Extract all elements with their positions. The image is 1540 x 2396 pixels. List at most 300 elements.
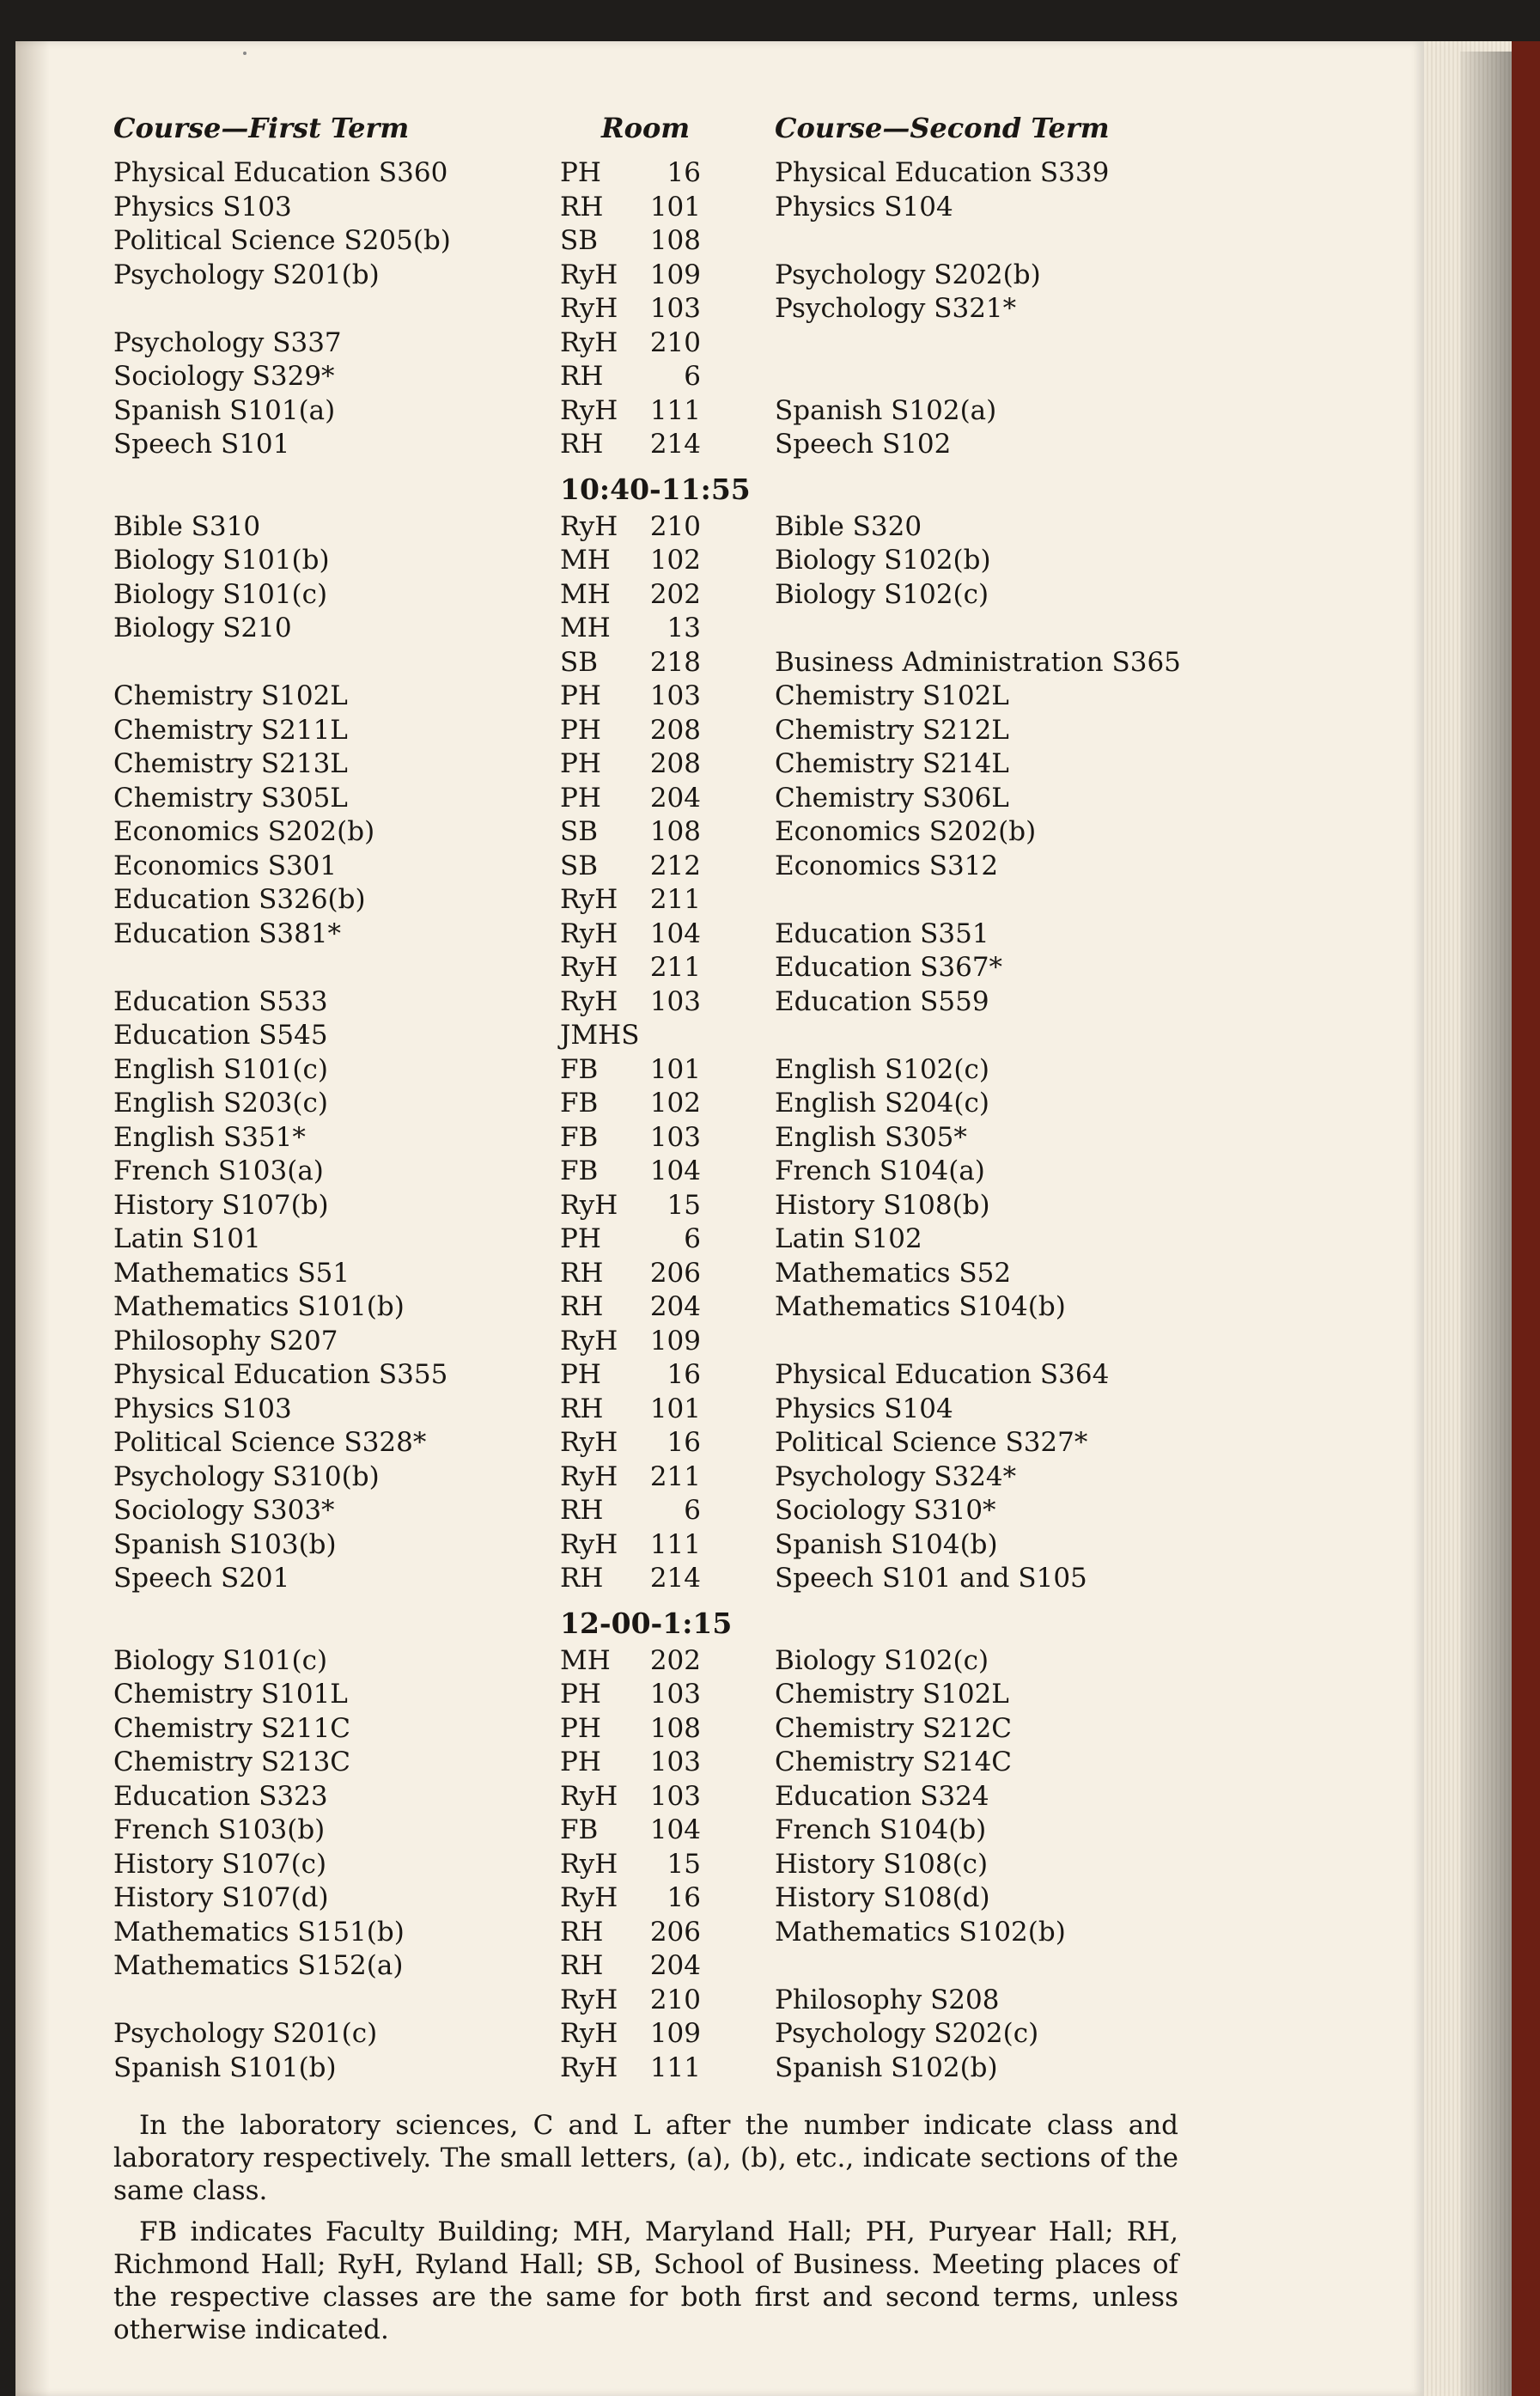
course-first-term: English S351* (113, 1121, 306, 1153)
room-building: RyH (560, 1325, 618, 1357)
room-cell (560, 156, 732, 191)
course-second-term: Bible S320 (775, 510, 922, 542)
room-cell (560, 612, 732, 646)
course-second-term: Physics S104 (775, 1393, 953, 1424)
table-row (113, 1121, 1178, 1155)
room-cell (560, 680, 732, 714)
course-second-term: English S102(c) (775, 1053, 989, 1085)
course-second-term: Business Administration S365 (775, 646, 1181, 678)
room-cell (560, 1222, 732, 1257)
course-second-term: French S104(a) (775, 1155, 985, 1186)
course-first-term: Spanish S101(b) (113, 2052, 337, 2083)
room-building: RyH (560, 510, 618, 542)
room-building: RyH (560, 884, 618, 915)
room-cell (560, 1426, 732, 1460)
room-cell (560, 1881, 732, 1916)
room-building: SB (560, 850, 599, 881)
course-second-term: Mathematics S102(b) (775, 1916, 1066, 1948)
room-building: FB (560, 1053, 599, 1085)
course-first-term: Chemistry S213L (113, 748, 348, 779)
room-cell (560, 1257, 732, 1291)
table-row (113, 1814, 1178, 1848)
course-first-term: Chemistry S102L (113, 680, 348, 711)
table-row (113, 1222, 1178, 1257)
room-number: 16 (667, 157, 701, 188)
room-cell (560, 326, 732, 361)
room-cell (560, 1087, 732, 1121)
room-number: 111 (649, 394, 701, 426)
table-row (113, 1984, 1178, 2018)
room-cell (560, 1528, 732, 1563)
room-cell (560, 985, 732, 1020)
course-second-term: Physical Education S364 (775, 1359, 1110, 1390)
room-number: 109 (649, 2018, 701, 2049)
table-row (113, 918, 1178, 952)
room-cell (560, 782, 732, 816)
book-cover-edge (1512, 41, 1540, 2396)
table-row (113, 1426, 1178, 1460)
course-first-term: Political Science S205(b) (113, 225, 451, 256)
course-second-term: Mathematics S52 (775, 1257, 1012, 1289)
room-cell (560, 1780, 732, 1814)
course-second-term: Biology S102(c) (775, 1644, 989, 1676)
room-number: 211 (649, 884, 701, 915)
room-cell (560, 259, 732, 293)
room-number: 101 (649, 1393, 701, 1424)
course-second-term: History S108(b) (775, 1189, 990, 1221)
table-row (113, 985, 1178, 1020)
table-row (113, 815, 1178, 850)
course-first-term: Physics S103 (113, 191, 292, 223)
table-row (113, 1949, 1178, 1984)
room-cell (560, 2052, 732, 2086)
room-cell (560, 918, 732, 952)
table-row (113, 782, 1178, 816)
room-number: 16 (667, 1882, 701, 1913)
table-row (113, 1290, 1178, 1325)
table-row (113, 2017, 1178, 2052)
room-building: PH (560, 1747, 601, 1777)
room-building: RyH (560, 2052, 618, 2083)
table-row (113, 1087, 1178, 1121)
room-cell (560, 1848, 732, 1882)
room-building: RH (560, 1950, 604, 1981)
course-second-term: Chemistry S306L (775, 782, 1009, 814)
room-cell (560, 544, 732, 578)
course-first-term: Education S381* (113, 918, 342, 949)
time-slot-heading: 12-00-1:15 (560, 1606, 733, 1640)
table-row (113, 1881, 1178, 1916)
room-cell (560, 360, 732, 394)
room-building: RyH (560, 394, 618, 426)
table-row (113, 156, 1178, 191)
course-second-term: Latin S102 (775, 1223, 922, 1254)
course-second-term: Speech S101 and S105 (775, 1563, 1087, 1594)
header-first-term: Course—First Term (113, 112, 410, 144)
table-row (113, 191, 1178, 225)
course-first-term: Philosophy S207 (113, 1325, 338, 1357)
room-building: RyH (560, 918, 618, 949)
course-second-term: Chemistry S212C (775, 1712, 1013, 1744)
room-number: 104 (649, 918, 701, 949)
schedule-table (113, 112, 1181, 2085)
room-number: 218 (649, 646, 701, 678)
course-first-term: Chemistry S101L (113, 1679, 348, 1710)
room-number: 103 (649, 1679, 701, 1710)
table-row (113, 850, 1178, 884)
room-number: 214 (649, 1563, 701, 1594)
course-first-term: History S107(b) (113, 1189, 329, 1221)
room-building: MH (560, 1644, 611, 1676)
room-building: FB (560, 1814, 599, 1845)
table-row (113, 680, 1178, 714)
course-first-term: Physical Education S360 (113, 157, 448, 188)
course-first-term: Biology S101(c) (113, 1644, 328, 1676)
room-cell (560, 1949, 732, 1984)
footnotes (113, 2109, 1178, 2355)
course-first-term: Chemistry S211C (113, 1712, 351, 1744)
room-building: SB (560, 646, 599, 678)
course-first-term: Physics S103 (113, 1393, 292, 1424)
room-building: RyH (560, 1984, 618, 2015)
course-first-term: Chemistry S211L (113, 714, 348, 746)
course-first-term: Political Science S328* (113, 1427, 427, 1458)
table-row (113, 1257, 1178, 1291)
table-row (113, 1053, 1178, 1088)
room-building: RyH (560, 985, 618, 1017)
room-building: RH (560, 1291, 604, 1322)
course-first-term: History S107(c) (113, 1848, 327, 1880)
course-first-term: History S107(d) (113, 1882, 329, 1913)
table-row (113, 1780, 1178, 1814)
course-first-term: Biology S101(c) (113, 578, 328, 610)
room-number: 16 (667, 1359, 701, 1390)
table-row (113, 1562, 1178, 1596)
course-second-term: History S108(d) (775, 1882, 990, 1913)
course-second-term: Chemistry S214C (775, 1747, 1013, 1777)
room-number: 208 (649, 714, 701, 746)
room-number: 103 (649, 1747, 701, 1777)
room-cell (560, 646, 732, 680)
room-building: RyH (560, 2018, 618, 2049)
course-first-term: Latin S101 (113, 1223, 261, 1254)
time-slot-heading: 10:40-11:55 (560, 472, 751, 506)
room-cell (560, 1155, 732, 1189)
course-second-term: Psychology S324* (775, 1460, 1017, 1492)
room-building: FB (560, 1088, 599, 1119)
table-row (113, 578, 1178, 613)
table-row (113, 1494, 1178, 1528)
course-second-term: Spanish S102(b) (775, 2052, 998, 2083)
room-number: 108 (649, 225, 701, 256)
table-row (113, 1189, 1178, 1223)
room-building: RyH (560, 952, 618, 983)
room-building: JMHS (560, 1020, 640, 1051)
room-number: 204 (649, 782, 701, 814)
table-row (113, 2052, 1178, 2086)
course-second-term: Political Science S327* (775, 1427, 1088, 1458)
room-building: RH (560, 361, 604, 392)
room-number: 102 (649, 545, 701, 576)
course-second-term: Mathematics S104(b) (775, 1291, 1066, 1322)
table-row (113, 224, 1178, 259)
room-number: 206 (649, 1257, 701, 1289)
course-second-term: Physics S104 (775, 191, 953, 223)
room-cell (560, 1019, 732, 1053)
course-first-term: Psychology S337 (113, 326, 342, 358)
room-cell (560, 1916, 732, 1950)
room-number: 204 (649, 1950, 701, 1981)
room-building: PH (560, 748, 601, 779)
room-cell (560, 1393, 732, 1427)
room-cell (560, 578, 732, 613)
table-row (113, 1916, 1178, 1950)
room-number: 109 (649, 1325, 701, 1357)
room-building: FB (560, 1121, 599, 1153)
course-first-term: Education S533 (113, 985, 328, 1017)
room-cell (560, 714, 732, 748)
room-cell (560, 1712, 732, 1747)
room-cell (560, 1814, 732, 1848)
course-first-term: Education S545 (113, 1020, 328, 1051)
room-building: RH (560, 429, 604, 460)
table-row (113, 714, 1178, 748)
schedule-section-2 (113, 510, 1181, 1596)
course-second-term: Chemistry S102L (775, 1679, 1009, 1710)
room-building: RH (560, 1257, 604, 1289)
room-number: 210 (649, 326, 701, 358)
room-number: 109 (649, 259, 701, 290)
room-building: RyH (560, 1460, 618, 1492)
course-second-term: English S305* (775, 1121, 967, 1153)
course-first-term: Mathematics S151(b) (113, 1916, 405, 1948)
course-first-term: Spanish S103(b) (113, 1528, 337, 1560)
room-cell (560, 1358, 732, 1393)
room-cell (560, 1678, 732, 1712)
room-building: RH (560, 1563, 604, 1594)
room-number: 111 (649, 2052, 701, 2083)
course-second-term: Psychology S202(b) (775, 259, 1041, 290)
course-first-term: Spanish S101(a) (113, 394, 336, 426)
room-building: RyH (560, 1528, 618, 1560)
room-number: 6 (684, 1495, 701, 1526)
course-first-term: Economics S202(b) (113, 816, 375, 847)
schedule-section-1 (113, 156, 1178, 462)
room-cell (560, 883, 732, 918)
room-number: 211 (649, 1460, 701, 1492)
room-cell (560, 1494, 732, 1528)
course-second-term: Biology S102(b) (775, 545, 991, 576)
room-cell (560, 510, 732, 545)
course-second-term: English S204(c) (775, 1088, 989, 1119)
room-number: 15 (667, 1848, 701, 1880)
course-first-term: Psychology S201(c) (113, 2018, 378, 2049)
table-row (113, 883, 1178, 918)
course-first-term: Mathematics S152(a) (113, 1950, 404, 1981)
course-second-term: Psychology S321* (775, 293, 1017, 324)
room-cell (560, 1325, 732, 1359)
room-number: 104 (649, 1155, 701, 1186)
course-first-term: Bible S310 (113, 510, 261, 542)
room-cell (560, 428, 732, 462)
course-first-term: Biology S101(b) (113, 545, 330, 576)
course-first-term: Sociology S303* (113, 1495, 335, 1526)
table-row (113, 1848, 1178, 1882)
room-cell (560, 747, 732, 782)
note-lab-sciences: In the laboratory sciences, C and L after the number indicate class and laboratory respectively. The small letters, (a), (b), etc., indicate sections of the same class. (113, 2110, 1178, 2206)
room-cell (560, 191, 732, 225)
room-number: 104 (649, 1814, 701, 1845)
room-building: RH (560, 1495, 604, 1526)
room-number: 103 (649, 1121, 701, 1153)
paper-speck (243, 52, 247, 55)
room-number: 202 (649, 1644, 701, 1676)
room-cell (560, 1984, 732, 2018)
course-first-term: French S103(a) (113, 1155, 324, 1186)
room-building: SB (560, 225, 599, 256)
header-room: Room (601, 112, 691, 144)
course-first-term: Mathematics S51 (113, 1257, 350, 1289)
table-row (113, 360, 1178, 394)
table-row (113, 1358, 1178, 1393)
table-row (113, 1678, 1178, 1712)
course-first-term: Chemistry S213C (113, 1747, 351, 1777)
room-number: 211 (649, 952, 701, 983)
room-building: MH (560, 578, 611, 610)
table-row (113, 1325, 1178, 1359)
course-second-term: French S104(b) (775, 1814, 987, 1845)
table-header (113, 112, 1178, 156)
table-row (113, 1019, 1178, 1053)
course-second-term: Sociology S310* (775, 1495, 996, 1526)
table-row (113, 1528, 1178, 1563)
course-second-term: History S108(c) (775, 1848, 989, 1880)
table-row (113, 326, 1178, 361)
course-first-term: Physical Education S355 (113, 1359, 448, 1390)
room-building: PH (560, 157, 601, 188)
room-cell (560, 1562, 732, 1596)
course-second-term: Chemistry S214L (775, 748, 1009, 779)
page-stack-shadow (1460, 52, 1512, 2396)
room-building: SB (560, 816, 599, 847)
course-second-term: Chemistry S212L (775, 714, 1009, 746)
course-first-term: Biology S210 (113, 613, 292, 643)
room-building: RH (560, 191, 604, 223)
room-building: RyH (560, 1882, 618, 1913)
room-building: FB (560, 1155, 599, 1186)
course-first-term: Economics S301 (113, 850, 338, 881)
room-number: 202 (649, 578, 701, 610)
room-cell (560, 2017, 732, 2052)
room-cell (560, 1746, 732, 1780)
table-row (113, 646, 1181, 680)
course-second-term: Education S559 (775, 985, 989, 1017)
room-number: 206 (649, 1916, 701, 1948)
course-second-term: Economics S312 (775, 850, 999, 881)
table-row (113, 612, 1178, 646)
gutter-shadow (15, 41, 50, 2396)
room-building: PH (560, 1223, 601, 1254)
room-cell (560, 1053, 732, 1088)
room-number: 16 (667, 1427, 701, 1458)
room-number: 214 (649, 429, 701, 460)
room-number: 101 (649, 191, 701, 223)
course-second-term: Chemistry S102L (775, 680, 1009, 711)
room-cell (560, 1290, 732, 1325)
room-number: 103 (649, 985, 701, 1017)
room-number: 204 (649, 1291, 701, 1322)
course-second-term: Psychology S202(c) (775, 2018, 1039, 2049)
room-number: 210 (649, 510, 701, 542)
course-second-term: Physical Education S339 (775, 157, 1110, 188)
course-first-term: Chemistry S305L (113, 782, 348, 814)
room-cell (560, 850, 732, 884)
course-first-term: Education S323 (113, 1780, 328, 1812)
table-row (113, 1460, 1178, 1495)
room-number: 108 (649, 1712, 701, 1744)
room-building: RyH (560, 259, 618, 290)
header-second-term: Course—Second Term (775, 112, 1110, 144)
room-number: 102 (649, 1088, 701, 1119)
room-number: 101 (649, 1053, 701, 1085)
note-buildings: FB indicates Faculty Building; MH, Maryland Hall; PH, Puryear Hall; RH, Richmond Hall; RyH, Ryland Hall; SB, School of Business. Meeting places of the respective classes are the same for both first and second terms, unless otherwise indicated. (113, 2216, 1178, 2345)
room-number: 212 (649, 850, 701, 881)
room-building: PH (560, 714, 601, 746)
course-first-term: English S101(c) (113, 1053, 328, 1085)
room-building: PH (560, 1359, 601, 1390)
course-first-term: Speech S201 (113, 1563, 290, 1594)
table-row (113, 292, 1178, 326)
course-second-term: Education S351 (775, 918, 989, 949)
course-second-term: Spanish S102(a) (775, 394, 997, 426)
table-row (113, 1155, 1178, 1189)
room-cell (560, 951, 732, 985)
room-number: 103 (649, 293, 701, 324)
room-building: PH (560, 680, 601, 711)
course-first-term: Education S326(b) (113, 884, 366, 915)
course-second-term: Speech S102 (775, 429, 952, 460)
room-cell (560, 394, 732, 429)
room-cell (560, 1121, 732, 1155)
room-number: 103 (649, 680, 701, 711)
table-row (113, 747, 1178, 782)
course-first-term: English S203(c) (113, 1088, 328, 1119)
room-number: 13 (667, 613, 701, 643)
table-row (113, 394, 1178, 429)
table-row (113, 510, 1178, 545)
room-number: 103 (649, 1780, 701, 1812)
course-first-term: Psychology S201(b) (113, 259, 380, 290)
course-second-term: Philosophy S208 (775, 1984, 1000, 2015)
room-building: RyH (560, 1848, 618, 1880)
room-building: PH (560, 1712, 601, 1744)
course-first-term: Psychology S310(b) (113, 1460, 380, 1492)
course-second-term: Biology S102(c) (775, 578, 989, 610)
room-number: 210 (649, 1984, 701, 2015)
room-building: RH (560, 1916, 604, 1948)
room-building: RyH (560, 1427, 618, 1458)
course-second-term: Education S367* (775, 952, 1003, 983)
course-first-term: Speech S101 (113, 429, 290, 460)
table-row (113, 1393, 1178, 1427)
room-number: 208 (649, 748, 701, 779)
schedule-section-3 (113, 1644, 1178, 2086)
room-number: 6 (684, 361, 701, 392)
table-row (113, 951, 1178, 985)
room-building: RyH (560, 1189, 618, 1221)
room-building: MH (560, 613, 611, 643)
table-row (113, 428, 1178, 462)
